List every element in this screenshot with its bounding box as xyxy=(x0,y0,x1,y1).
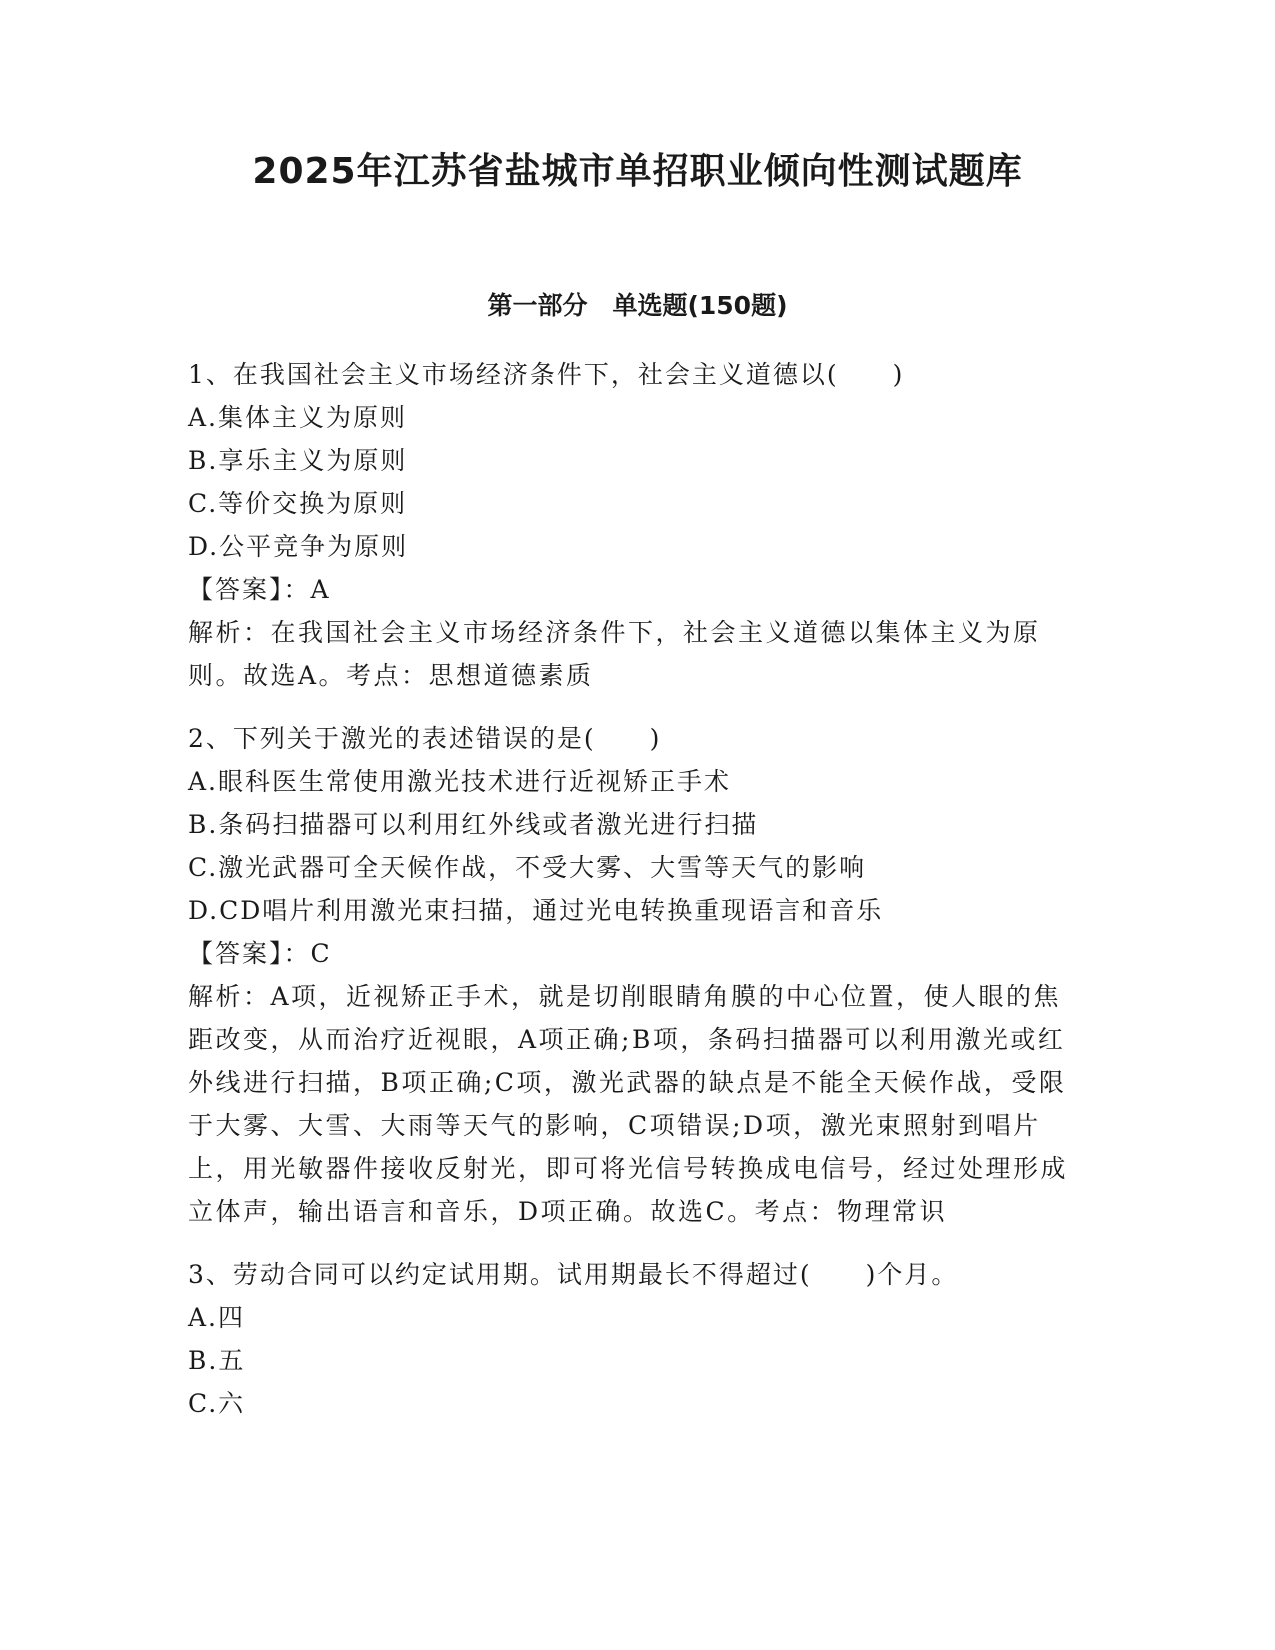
option-b: B.五 xyxy=(188,1346,246,1375)
option-a: A.四 xyxy=(188,1303,246,1332)
option-d: D.公平竞争为原则 xyxy=(188,532,409,561)
option-c: C.等价交换为原则 xyxy=(188,489,408,518)
question-2 xyxy=(188,717,1088,1233)
option-d: D.CD唱片利用激光束扫描，通过光电转换重现语言和音乐 xyxy=(188,896,884,925)
answer-label: 【答案】： xyxy=(188,939,311,968)
question-stem: 3、劳动合同可以约定试用期。试用期最长不得超过( )个月。 xyxy=(188,1260,959,1289)
answer-row xyxy=(188,568,1088,611)
option-a: A.眼科医生常使用激光技术进行近视矫正手术 xyxy=(188,767,732,796)
option-c: C.激光武器可全天候作战，不受大雾、大雪等天气的影响 xyxy=(188,853,867,882)
analysis-text: 解析：A项，近视矫正手术，就是切削眼睛角膜的中心位置，使人眼的焦距改变，从而治疗近视眼，A项正确;B项，条码扫描器可以利用激光或红外线进行扫描，B项正确;C项，激光武器的缺点是不能全天候作战，受限于大雾、大雪、大雨等天气的影响，C项错误;D项，激光束照射到唱片上，用光敏器件接收反射光，即可将光信号转换成电信号，经过处理形成立体声，输出语言和音乐，D项正确。故选C。考点：物理常识 xyxy=(188,982,1069,1226)
option-b: B.享乐主义为原则 xyxy=(188,446,408,475)
section-heading: 第一部分 单选题(150题) xyxy=(487,291,788,320)
analysis-text: 解析：在我国社会主义市场经济条件下，社会主义道德以集体主义为原则。故选A。考点：思想道德素质 xyxy=(188,618,1041,690)
answer-row xyxy=(188,932,1088,975)
option-c: C.六 xyxy=(188,1389,246,1418)
answer-value: C xyxy=(310,939,332,968)
document-title: 2025年江苏省盐城市单招职业倾向性测试题库 xyxy=(252,151,1023,192)
answer-label: 【答案】： xyxy=(188,575,311,604)
answer-value: A xyxy=(310,575,331,604)
question-3 xyxy=(188,1253,1088,1425)
question-stem: 1、在我国社会主义市场经济条件下，社会主义道德以( ) xyxy=(188,360,905,389)
question-1 xyxy=(188,353,1088,697)
question-list xyxy=(188,353,1088,1445)
option-a: A.集体主义为原则 xyxy=(188,403,408,432)
question-stem: 2、下列关于激光的表述错误的是( ) xyxy=(188,724,662,753)
option-b: B.条码扫描器可以利用红外线或者激光进行扫描 xyxy=(188,810,759,839)
